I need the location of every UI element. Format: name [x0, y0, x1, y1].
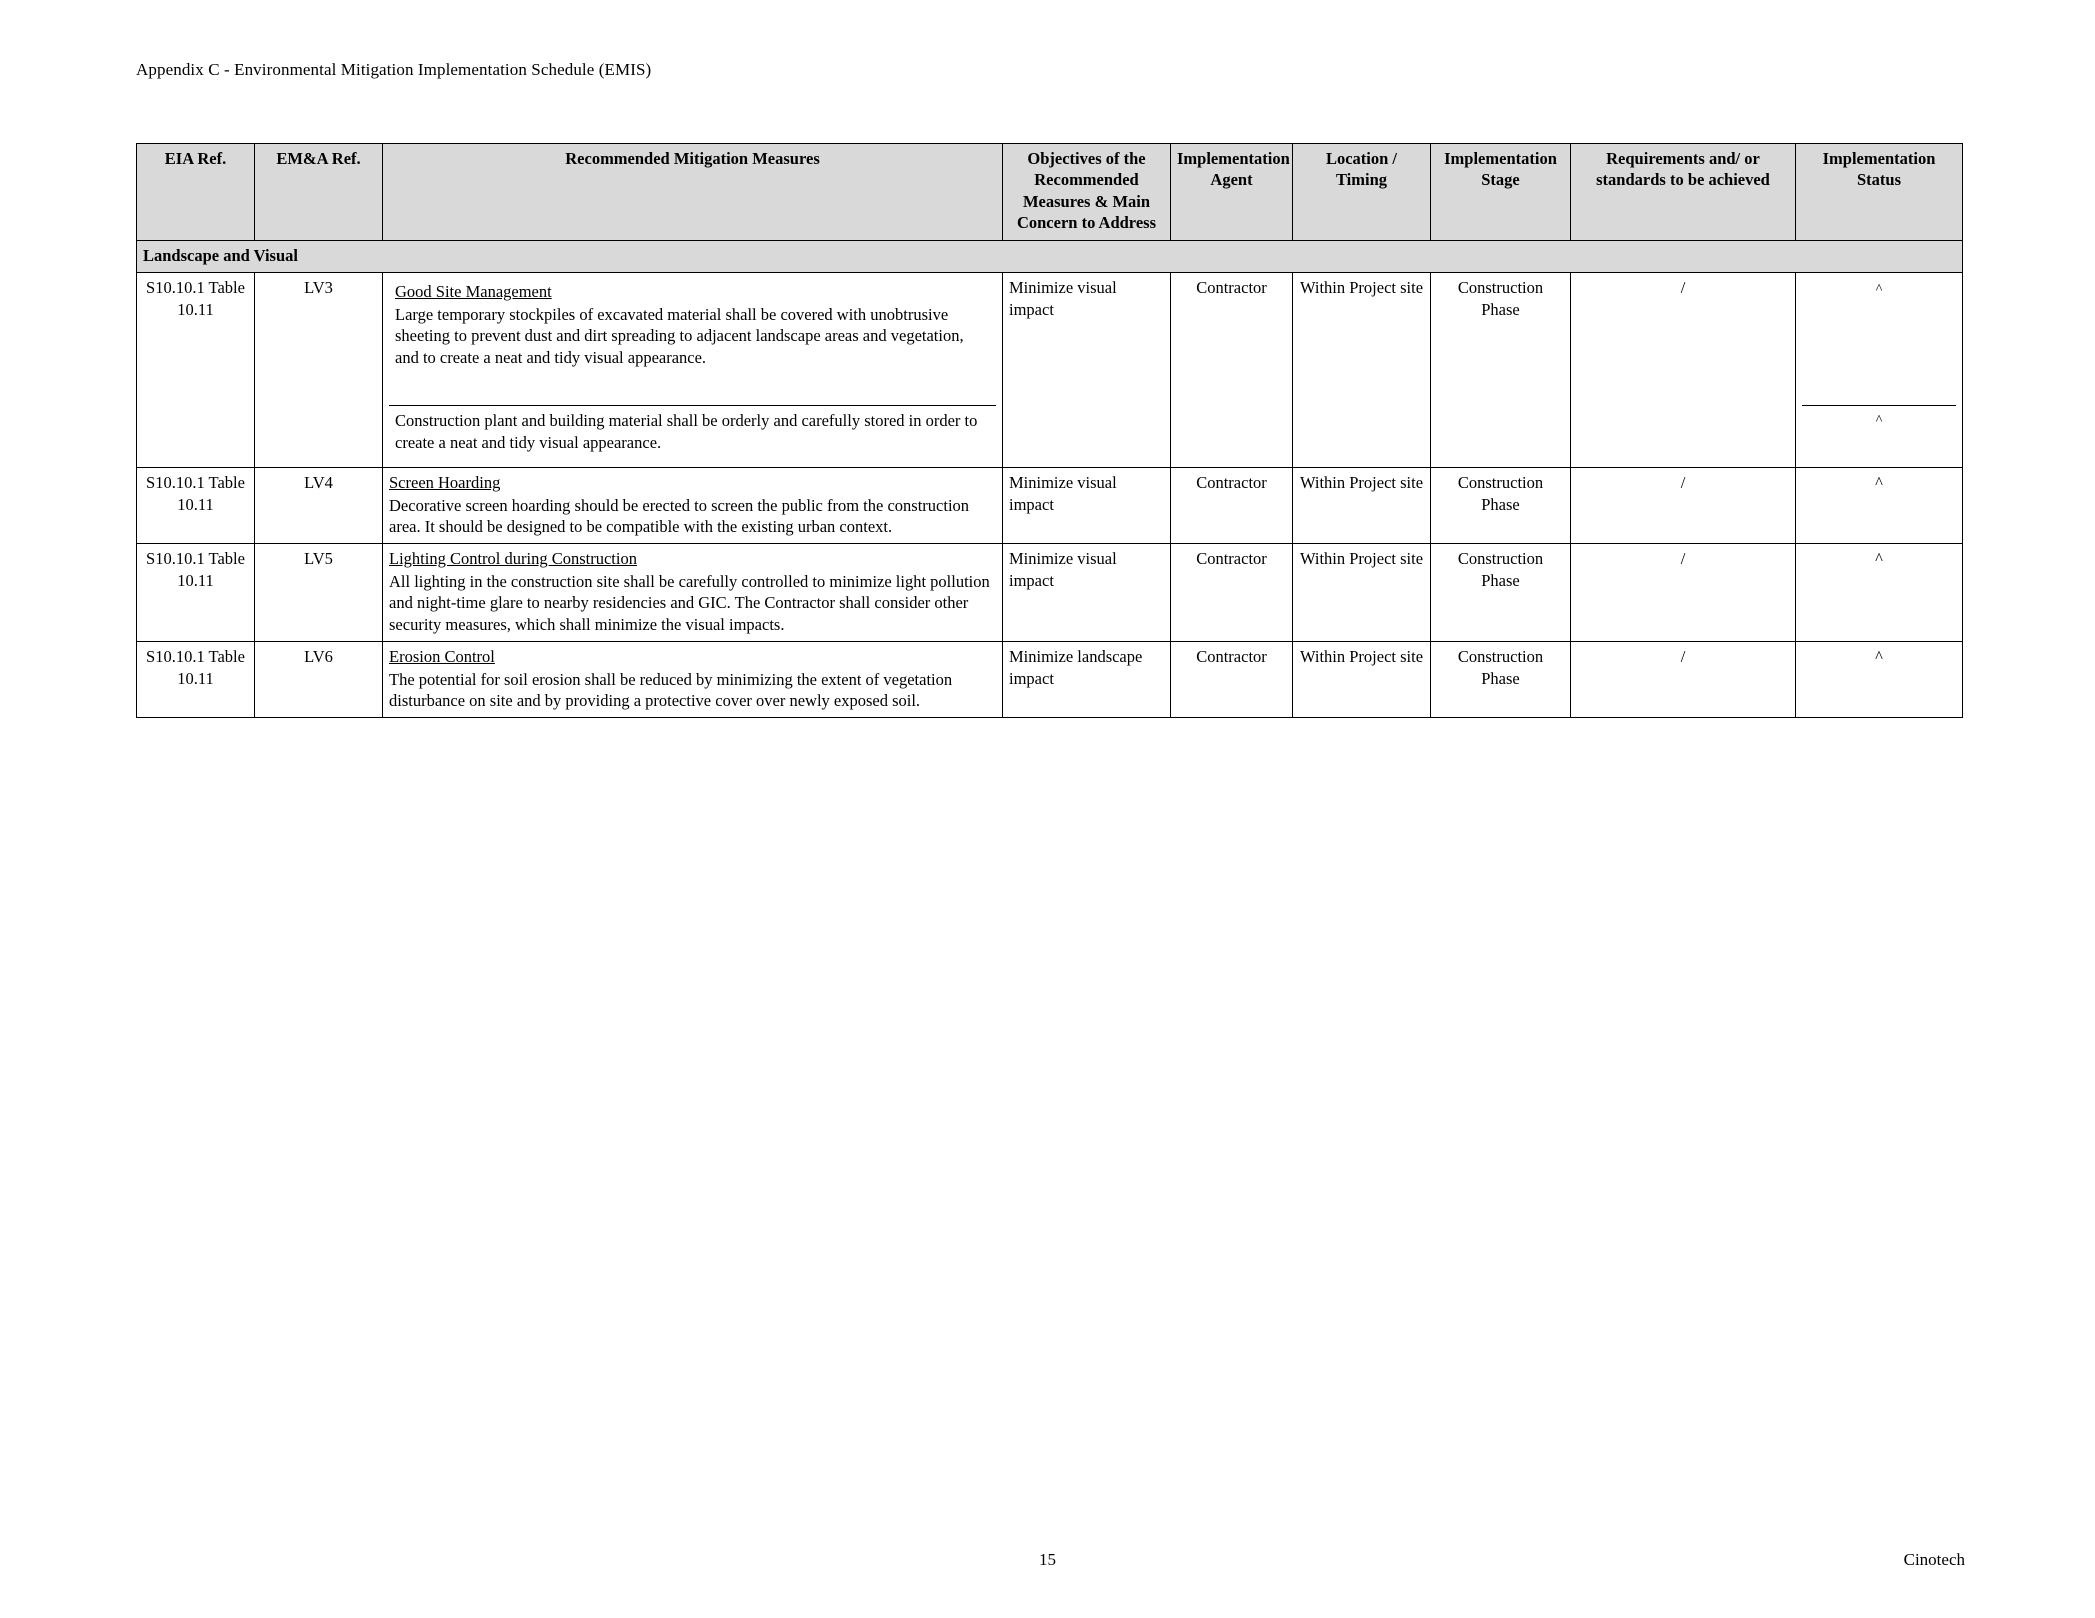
cell-measures — [383, 273, 1003, 468]
measure-body-secondary: Construction plant and building material shall be orderly and carefully stored in order to create a neat and tidy visual appearance. — [395, 411, 978, 452]
footer-company: Cinotech — [1903, 1550, 1965, 1569]
cell-stage: Construction Phase — [1431, 544, 1571, 642]
cell-status: ^ — [1796, 544, 1963, 642]
cell-status: ^ — [1796, 468, 1963, 544]
cell-agent: Contractor — [1171, 273, 1293, 468]
document-header: Appendix C - Environmental Mitigation Implementation Schedule (EMIS) — [136, 60, 652, 79]
column-header-eia-ref: EIA Ref. — [137, 144, 255, 241]
cell-location-timing: Within Project site — [1293, 273, 1431, 468]
cell-stage: Construction Phase — [1431, 468, 1571, 544]
column-header-stage: Implementation Stage — [1431, 144, 1571, 241]
table-header-row — [137, 144, 1963, 241]
cell-location-timing: Within Project site — [1293, 544, 1431, 642]
measure-title: Erosion Control — [389, 647, 495, 667]
column-header-status: Implementation Status — [1796, 144, 1963, 241]
cell-requirements: / — [1571, 642, 1796, 718]
section-label: Landscape and Visual — [137, 240, 1963, 272]
measure-block-2 — [389, 405, 996, 461]
measure-block-1 — [389, 277, 996, 405]
measure-body: Decorative screen hoarding should be erected to screen the public from the construction area. It should be designed to be compatible with the existing urban context. — [389, 495, 970, 536]
measure-body: Large temporary stockpiles of excavated material shall be covered with unobtrusive sheeting to prevent dust and dirt spreading to adjacent landscape areas and vegetation, and to create a neat and tidy visual appearance. — [395, 304, 964, 367]
measure-body: All lighting in the construction site shall be carefully controlled to minimize light pollution and night-time glare to nearby residencies and GIC. The Contractor shall consider other security measures, which shall minimize the visual impacts. — [389, 571, 990, 634]
measure-body: The potential for soil erosion shall be reduced by minimizing the extent of vegetation disturbance on site and by providing a protective cover over newly exposed soil. — [389, 669, 953, 710]
measure-title: Lighting Control during Construction — [389, 549, 637, 569]
page-number: 15 — [1039, 1550, 1056, 1569]
measure-title: Good Site Management — [395, 282, 552, 302]
cell-ema-ref: LV3 — [255, 273, 383, 468]
cell-ema-ref: LV5 — [255, 544, 383, 642]
table-header — [137, 144, 1963, 241]
cell-location-timing: Within Project site — [1293, 642, 1431, 718]
section-row-landscape-and-visual — [137, 240, 1963, 272]
column-header-ema-ref: EM&A Ref. — [255, 144, 383, 241]
cell-stage: Construction Phase — [1431, 642, 1571, 718]
cell-requirements: / — [1571, 544, 1796, 642]
cell-eia-ref: S10.10.1 Table 10.11 — [137, 544, 255, 642]
cell-ema-ref: LV6 — [255, 642, 383, 718]
cell-objectives: Minimize landscape impact — [1003, 642, 1171, 718]
table-row — [137, 544, 1963, 642]
cell-ema-ref: LV4 — [255, 468, 383, 544]
column-header-location-timing: Location / Timing — [1293, 144, 1431, 241]
emis-table-container — [136, 143, 1962, 718]
cell-measures — [383, 468, 1003, 544]
cell-requirements: / — [1571, 273, 1796, 468]
cell-stage: Construction Phase — [1431, 273, 1571, 468]
column-header-measures: Recommended Mitigation Measures — [383, 144, 1003, 241]
cell-measures — [383, 642, 1003, 718]
cell-objectives: Minimize visual impact — [1003, 468, 1171, 544]
cell-eia-ref: S10.10.1 Table 10.11 — [137, 642, 255, 718]
status-marker-1: ^ — [1875, 282, 1883, 298]
cell-objectives: Minimize visual impact — [1003, 273, 1171, 468]
cell-agent: Contractor — [1171, 642, 1293, 718]
cell-eia-ref: S10.10.1 Table 10.11 — [137, 273, 255, 468]
column-header-agent: Implementation Agent — [1171, 144, 1293, 241]
cell-location-timing: Within Project site — [1293, 468, 1431, 544]
cell-eia-ref: S10.10.1 Table 10.11 — [137, 468, 255, 544]
column-header-requirements: Requirements and/ or standards to be achieved — [1571, 144, 1796, 241]
cell-measures — [383, 544, 1003, 642]
table-row — [137, 642, 1963, 718]
status-marker-2: ^ — [1802, 405, 1956, 438]
cell-objectives: Minimize visual impact — [1003, 544, 1171, 642]
cell-requirements: / — [1571, 468, 1796, 544]
measure-title: Screen Hoarding — [389, 473, 501, 493]
emis-table — [136, 143, 1963, 718]
column-header-objectives: Objectives of the Recommended Measures & Main Concern to Address — [1003, 144, 1171, 241]
cell-status: ^ — [1796, 642, 1963, 718]
cell-agent: Contractor — [1171, 468, 1293, 544]
table-row — [137, 468, 1963, 544]
cell-agent: Contractor — [1171, 544, 1293, 642]
table-body — [137, 240, 1963, 718]
cell-status — [1796, 273, 1963, 468]
table-row — [137, 273, 1963, 468]
